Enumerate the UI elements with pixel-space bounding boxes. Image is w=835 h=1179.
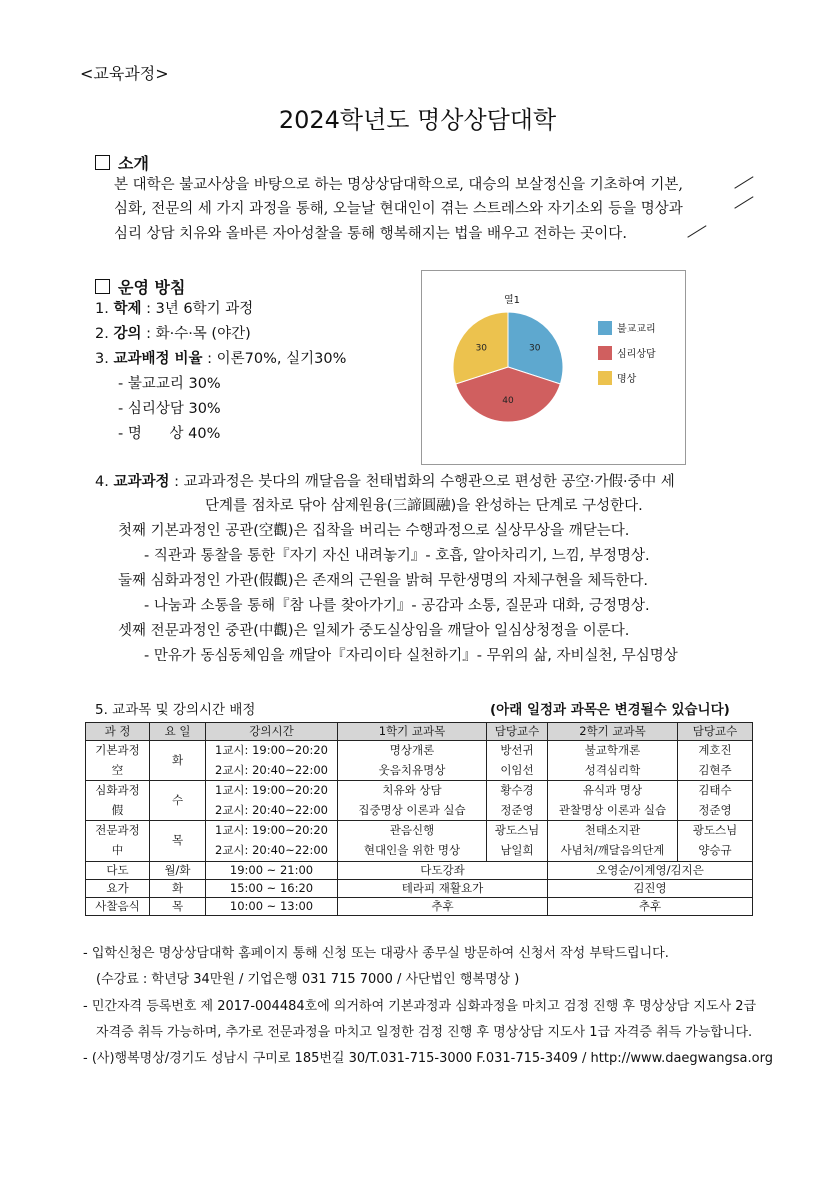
proofmark-slash bbox=[734, 176, 753, 189]
proofmark-slash bbox=[734, 196, 753, 209]
day-cell: 화 bbox=[150, 879, 206, 897]
professor: 김현주 bbox=[698, 762, 732, 777]
period-time: 1교시: 19:00~20:20 bbox=[215, 783, 328, 798]
professor: 양승규 bbox=[698, 842, 732, 857]
time-cell bbox=[206, 781, 338, 821]
period-time: 1교시: 19:00~20:20 bbox=[215, 743, 328, 757]
sem2-subject-cell: 김진영 bbox=[548, 879, 753, 897]
policy-item-2 bbox=[95, 327, 251, 342]
stage-basic: 첫째 기본과정인 공관(空觀)은 집착을 버리는 수행과정으로 실상무상을 깨닫는다. bbox=[118, 523, 630, 539]
professor: 김태수 bbox=[698, 783, 732, 798]
stage-advanced-detail: - 나눔과 소통을 통해『참 나를 찾아가기』- 공감과 소통, 질문과 대화, 긍정명상. bbox=[144, 598, 650, 614]
sem1-subject-cell: 다도강좌 bbox=[338, 861, 548, 879]
professor: 정준영 bbox=[698, 802, 732, 817]
subject: 집중명상 이론과 실습 bbox=[358, 802, 466, 817]
item-text: : 교과과정은 붓다의 깨달음을 천태법화의 수행관으로 편성한 공空·가假·중中 세 bbox=[169, 474, 675, 490]
table-row bbox=[86, 879, 753, 897]
pie-data-label: 40 bbox=[502, 396, 514, 406]
legend-swatch bbox=[598, 346, 612, 360]
note-certificate-2: 자격증 취득 가능하며, 추가로 전문과정을 마치고 일정한 검정 진행 후 명상상담 지도사 1급 자격증 취득 가능합니다. bbox=[96, 1025, 753, 1040]
item-label: 학제 bbox=[113, 301, 142, 317]
subject: 현대인을 위한 명상 bbox=[363, 842, 461, 857]
stage-basic-detail: - 직관과 통찰을 통한『자기 자신 내려놓기』- 호흡, 알아차리기, 느낌, 부정명상. bbox=[144, 548, 650, 564]
item-label: 교과과정 bbox=[113, 474, 170, 490]
column-header: 강의시간 bbox=[206, 723, 338, 741]
table-row bbox=[86, 861, 753, 879]
table-header-row bbox=[86, 723, 753, 741]
professor: 방선귀 bbox=[500, 743, 534, 757]
item-number: 4. bbox=[95, 474, 109, 490]
period-time: 2교시: 20:40~22:00 bbox=[215, 842, 328, 857]
course-name: 심화과정 bbox=[95, 783, 140, 798]
item-number: 2. bbox=[95, 326, 109, 342]
schedule-table bbox=[85, 722, 753, 916]
item-text: : 화·수·목 (야간) bbox=[141, 326, 251, 342]
subject: 유식과 명상 bbox=[582, 783, 643, 798]
time-cell bbox=[206, 741, 338, 781]
time-cell: 15:00 ~ 16:20 bbox=[206, 879, 338, 897]
stage-expert-detail: - 만유가 동심동체임을 깨달아『자리이타 실천하기』- 무위의 삶, 자비실천, 무심명상 bbox=[144, 648, 678, 664]
pie-chart bbox=[421, 270, 686, 465]
sem2-subject-cell: 추후 bbox=[548, 897, 753, 915]
column-header: 요 일 bbox=[150, 723, 206, 741]
schedule-note: (아래 일정과 과목은 변경될수 있습니다) bbox=[490, 702, 730, 718]
time-cell bbox=[206, 821, 338, 861]
intro-heading-label: 소개 bbox=[118, 154, 149, 173]
time-cell: 19:00 ~ 21:00 bbox=[206, 861, 338, 879]
period-time: 2교시: 20:40~22:00 bbox=[215, 802, 328, 817]
professor: 이임선 bbox=[500, 762, 534, 777]
intro-line-2: 심화, 전문의 세 가지 과정을 통해, 오늘날 현대인이 겪는 스트레스와 자기소외 등을 명상과 bbox=[114, 201, 683, 217]
column-header: 담당교수 bbox=[487, 723, 548, 741]
professor: 남일희 bbox=[500, 842, 534, 857]
subject: 웃음치유명상 bbox=[378, 762, 446, 777]
item-number: 3. bbox=[95, 351, 109, 367]
table-row bbox=[86, 897, 753, 915]
sem2-subject-cell bbox=[548, 741, 678, 781]
legend-swatch bbox=[598, 371, 612, 385]
column-header: 담당교수 bbox=[678, 723, 753, 741]
column-header: 1학기 교과목 bbox=[338, 723, 487, 741]
course-cell: 사찰음식 bbox=[86, 897, 150, 915]
pie-data-label: 30 bbox=[528, 343, 541, 354]
sem1-subject-cell bbox=[338, 741, 487, 781]
day-cell: 목 bbox=[150, 821, 206, 861]
item-text: : 3년 6학기 과정 bbox=[141, 301, 254, 317]
ratio-meditation: - 명 상 40% bbox=[118, 426, 221, 442]
subject: 천태소지관 bbox=[584, 823, 641, 838]
subject: 관음신행 bbox=[389, 823, 435, 838]
ratio-buddhism: - 불교교리 30% bbox=[118, 376, 221, 392]
note-application: - 입학신청은 명상상담대학 홈페이지 통해 신청 또는 대광사 종무실 방문하여 신청서 작성 부탁드립니다. bbox=[83, 946, 669, 961]
legend-label: 심리상담 bbox=[617, 349, 656, 360]
note-contact: - (사)행복명상/경기도 성남시 구미로 185번길 30/T.031-715-3000 F.031-715-3409 / http://www.daegwangsa.org bbox=[83, 1051, 773, 1066]
sem1-subject-cell: 추후 bbox=[338, 897, 548, 915]
course-hanja: 假 bbox=[111, 802, 124, 817]
legend-label: 불교교리 bbox=[617, 324, 656, 335]
sem1-prof-cell bbox=[487, 781, 548, 821]
schedule-heading: 5. 교과목 및 강의시간 배정 bbox=[95, 702, 256, 718]
subject: 명상개론 bbox=[389, 743, 435, 757]
intro-heading bbox=[95, 151, 149, 174]
sem2-prof-cell bbox=[678, 781, 753, 821]
column-header: 2학기 교과목 bbox=[548, 723, 678, 741]
day-cell: 수 bbox=[150, 781, 206, 821]
course-cell: 요가 bbox=[86, 879, 150, 897]
subject: 치유와 상담 bbox=[382, 783, 442, 798]
legend-label: 명상 bbox=[617, 374, 637, 385]
intro-line-1: 본 대학은 불교사상을 바탕으로 하는 명상상담대학으로, 대승의 보살정신을 기초하여 기본, bbox=[114, 177, 683, 193]
day-cell: 월/화 bbox=[150, 861, 206, 879]
legend-swatch bbox=[598, 321, 612, 335]
sem2-prof-cell bbox=[678, 741, 753, 781]
sem1-prof-cell bbox=[487, 821, 548, 861]
course-cell bbox=[86, 781, 150, 821]
course-cell: 다도 bbox=[86, 861, 150, 879]
intro-line-3: 심리 상담 치유와 올바른 자아성찰을 통해 행복해지는 법을 배우고 전하는 곳이다. bbox=[114, 226, 627, 242]
course-cell bbox=[86, 821, 150, 861]
checkbox-square-icon bbox=[95, 155, 110, 170]
item-number: 1. bbox=[95, 301, 109, 317]
pie-svg bbox=[422, 271, 685, 464]
professor: 정준영 bbox=[500, 802, 534, 817]
subject: 성격심리학 bbox=[584, 762, 641, 777]
sem1-subject-cell bbox=[338, 821, 487, 861]
subject: 불교학개론 bbox=[584, 743, 641, 757]
pie-data-label: 30 bbox=[475, 343, 488, 354]
policy-item-3 bbox=[95, 352, 346, 367]
course-name: 전문과정 bbox=[95, 823, 140, 838]
note-certificate-1: - 민간자격 등록번호 제 2017-004484호에 의거하여 기본과정과 심화과정을 마치고 검정 진행 후 명상상담 지도사 2급 bbox=[83, 999, 757, 1014]
table-row bbox=[86, 741, 753, 781]
period-time: 1교시: 19:00~20:20 bbox=[215, 823, 328, 838]
chart-title: 열1 bbox=[503, 295, 521, 306]
course-name: 기본과정 bbox=[95, 743, 140, 757]
subject: 관찰명상 이론과 실습 bbox=[558, 802, 667, 817]
professor: 광도스님 bbox=[692, 823, 738, 838]
professor: 계호진 bbox=[698, 743, 732, 757]
section-tag: <교육과정> bbox=[80, 64, 169, 83]
proofmark-slash bbox=[687, 225, 706, 238]
sem2-subject-cell: 오영순/이계영/김지은 bbox=[548, 861, 753, 879]
day-cell: 화 bbox=[150, 741, 206, 781]
course-hanja: 空 bbox=[111, 762, 124, 777]
table-row bbox=[86, 781, 753, 821]
curriculum-line-1 bbox=[95, 475, 675, 490]
time-cell: 10:00 ~ 13:00 bbox=[206, 897, 338, 915]
legend-item-2 bbox=[598, 345, 656, 360]
item-text: : 이론70%, 실기30% bbox=[202, 351, 347, 367]
policy-heading-label: 운영 방침 bbox=[118, 278, 186, 297]
sem1-prof-cell bbox=[487, 741, 548, 781]
checkbox-square-icon bbox=[95, 279, 110, 294]
course-cell bbox=[86, 741, 150, 781]
sem1-subject-cell bbox=[338, 781, 487, 821]
day-cell: 목 bbox=[150, 897, 206, 915]
sem2-prof-cell bbox=[678, 821, 753, 861]
note-tuition: (수강료 : 학년당 34만원 / 기업은행 031 715 7000 / 사단법인 행복명상 ) bbox=[96, 972, 520, 987]
item-label: 교과배정 비율 bbox=[113, 351, 203, 367]
column-header: 과 정 bbox=[86, 723, 150, 741]
professor: 광도스님 bbox=[494, 823, 540, 838]
professor: 황수경 bbox=[500, 783, 534, 798]
stage-expert: 셋째 전문과정인 중관(中觀)은 일체가 중도실상임을 깨달아 일심상청정을 이룬다. bbox=[118, 623, 630, 639]
sem2-subject-cell bbox=[548, 781, 678, 821]
table-row bbox=[86, 821, 753, 861]
policy-heading bbox=[95, 275, 185, 298]
curriculum-line-2: 단계를 점차로 닦아 삼제원융(三諦圓融)을 완성하는 단계로 구성한다. bbox=[205, 498, 643, 514]
period-time: 2교시: 20:40~22:00 bbox=[215, 762, 328, 777]
ratio-counseling: - 심리상담 30% bbox=[118, 401, 221, 417]
legend-item-1 bbox=[598, 320, 656, 335]
sem2-subject-cell bbox=[548, 821, 678, 861]
legend-item-3 bbox=[598, 370, 636, 385]
page-title: 2024학년도 명상상담대학 bbox=[278, 106, 557, 134]
item-label: 강의 bbox=[113, 326, 142, 342]
course-hanja: 中 bbox=[111, 842, 124, 857]
stage-advanced: 둘째 심화과정인 가관(假觀)은 존재의 근원을 밝혀 무한생명의 자체구현을 체득한다. bbox=[118, 573, 649, 589]
sem1-subject-cell: 테라피 재활요가 bbox=[338, 879, 548, 897]
subject: 사념처/깨달음의단계 bbox=[560, 842, 665, 857]
policy-item-1 bbox=[95, 302, 253, 317]
